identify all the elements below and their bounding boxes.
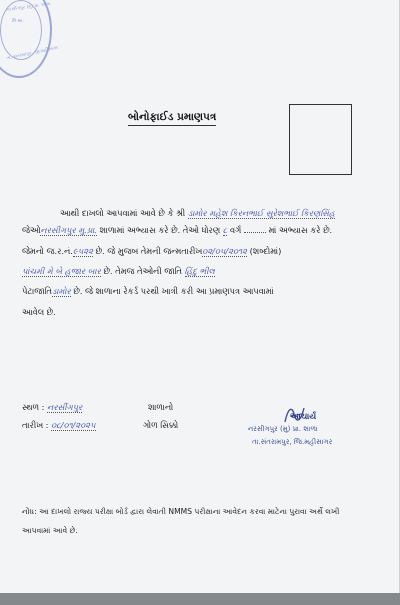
line5-end: છે. જે શાળાના રેકર્ડ પરથી ખાત્રી કરી આ પ્રમાણપત્ર આપવામાં [73,286,274,296]
principal-address: તા.સંતરામપુર, જિ.મહીસાગર [252,438,333,446]
line-1 [60,208,335,219]
line-3 [22,246,281,257]
place-label: સ્થળ : [22,402,45,412]
note-line-1: નોંધ: આ દાખલો રાજ્ય પરીક્ષા બોર્ડ દ્વારા લેવાતી NMMS પરીક્ષાના આવેદન કરવા માટેના પુરાવા અર્થે લખી [22,507,340,516]
gr-number: ૯૫૨૨ [72,246,93,256]
principal-school: નરસીગપુર (મુ) પ્રા. શાળા [248,425,318,433]
line5-prefix: પેટાજાતિ [22,286,52,296]
subcaste-value: ડામોર [51,286,71,296]
standard-value: ૮ [222,225,228,235]
date-label: તારીખ : [22,420,49,430]
line4-mid: છે. તેમજ તેઓની જાતિ [103,266,182,276]
background-strip [0,593,400,605]
round-seal-label: ગોળ સિક્કો [143,420,179,430]
line-2 [22,225,332,236]
division-blank [244,232,266,233]
line2-vargh: વર્ગ [229,225,242,235]
school-seal-label: શાળાનો [148,402,174,412]
line2-prefix: જેઓ [22,225,41,235]
line3-mid: છે. જે મુજબ તેમની જન્મતારીખ [95,246,203,256]
student-name: ડામોર મહેશ કિરનભાઈ સુરેશભાઈ કિરણસિંહ [187,208,335,218]
stamp-text-1: નરસીગપુર (મુ) પ્રા. શાળા [5,1,51,14]
caste-value: હિંદુ ભીલ [184,266,215,276]
line3-prefix: જેમનો જ.ર.નં. [22,246,73,256]
note-line-2: આપવામાં આવે છે. [22,526,78,535]
birth-date-words: પાંચમી મે બે હજાર બાર [22,266,101,276]
stamp-text-3: તા. સંતરામપુર, જી.મહીસાગર [6,45,60,62]
school-name: નરસીગપુર મુ.પ્રા. [40,225,97,235]
birth-date: ૦૨/૦૫/૨૦૧૨ [202,246,247,256]
school-stamp [0,0,60,78]
line-6: આવેલ છે. [22,307,56,317]
place-row [22,402,82,413]
certificate-title: બોનોફાઈડ પ્રમાણપત્ર [128,111,216,126]
stamp-text-2: નિ.બા. [12,19,24,24]
line3-end: (શબ્દોમાં) [249,246,282,256]
line-5 [22,286,274,297]
line2-end: માં અભ્યાસ કરે છે. [268,225,333,235]
nmms-note [22,502,382,540]
line-4 [22,266,215,277]
line2-mid: શાળામાં અભ્યાસ કરે છે. તેઓ ધોરણ [99,225,221,235]
line1-prefix: આથી દાખલો આપવામાં આવે છે કે શ્રી [60,208,186,218]
date-value: ૦૮/૦૧/૨૦૨૫ [51,420,96,430]
place-value: નરસીંગપુર [47,402,83,412]
date-row [22,420,96,431]
photo-placeholder-box [289,104,352,175]
principal-title: આચાર્ય [290,411,317,421]
